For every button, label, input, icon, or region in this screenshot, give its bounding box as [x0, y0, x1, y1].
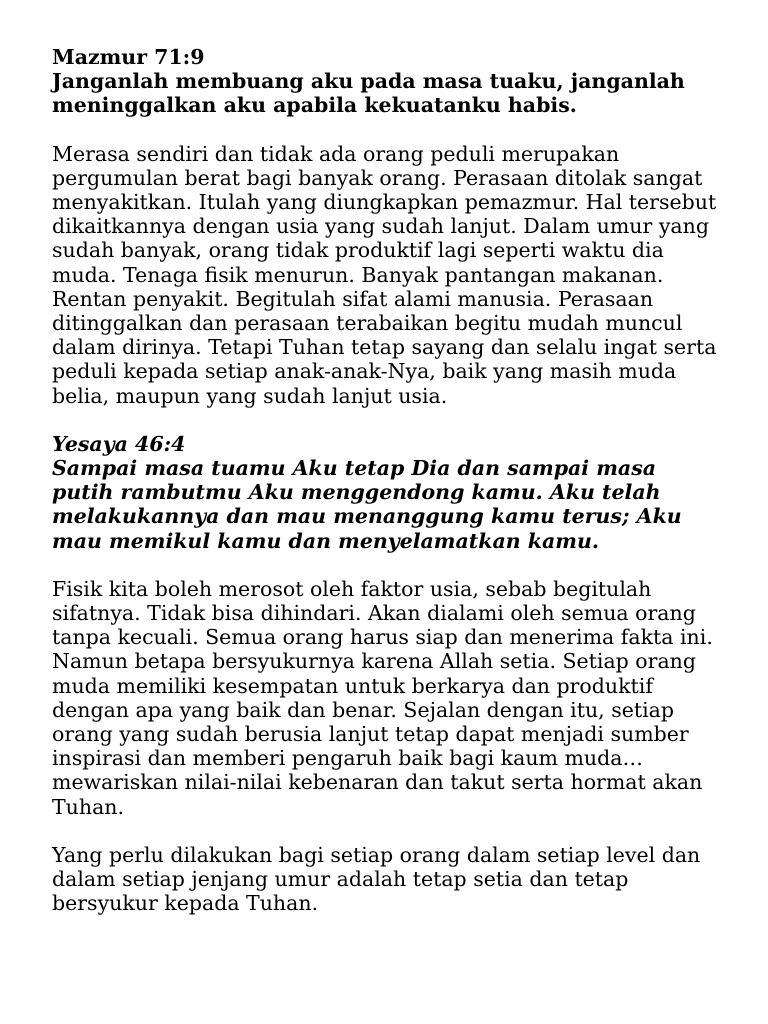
devotional-page — [52, 45, 722, 940]
paragraph-block — [52, 577, 722, 819]
verse-text: Janganlah membuang aku pada masa tuaku, janganlah meninggalkan aku apabila kekuatanku habis. — [52, 69, 685, 118]
paragraph-block — [52, 142, 722, 408]
verse-text: Sampai masa tuamu Aku tetap Dia dan sampai masa putih rambutmu Aku menggendong kamu. Aku telah melakukannya dan mau menanggung kamu terus; Aku mau memikul kamu dan menyelamatkan kamu. — [52, 456, 682, 553]
verse-reference: Mazmur 71:9 — [52, 45, 205, 69]
verse-reference: Yesaya 46:4 — [52, 431, 186, 456]
body-paragraph: Fisik kita boleh merosot oleh faktor usia, sebab begitulah sifatnya. Tidak bisa dihindari. Akan dialami oleh semua orang tanpa kecuali. Semua orang harus siap dan menerima fakta ini. Namun betapa bersyukurnya karena Allah setia. Setiap orang muda memiliki kesempatan untuk berkarya dan produktif dengan apa yang baik dan benar. Sejalan dengan itu, setiap orang yang sudah berusia lanjut tetap dapat menjadi sumber inspirasi dan memberi pengaruh baik bagi kaum muda… mewariskan nilai-nilai kebenaran dan takut serta hormat akan Tuhan. — [52, 576, 713, 819]
paragraph-block — [52, 843, 722, 916]
body-paragraph: Yang perlu dilakukan bagi setiap orang dalam setiap level dan dalam setiap jenjang umur adalah tetap setia dan tetap bersyukur kepada Tuhan. — [52, 842, 701, 916]
verse-block-psalm — [52, 45, 722, 118]
verse-block-isaiah — [52, 432, 722, 553]
body-paragraph: Merasa sendiri dan tidak ada orang peduli merupakan pergumulan berat bagi banyak orang. Perasaan ditolak sangat menyakitkan. Itulah yang diungkapkan pemazmur. Hal tersebut dikaitkannya dengan usia yang sudah lanjut. Dalam umur yang sudah banyak, orang tidak produktif lagi seperti waktu dia muda. Tenaga fisik menurun. Banyak pantangan makanan. Rentan penyakit. Begitulah sifat alami manusia. Perasaan ditinggalkan dan perasaan terabaikan begitu mudah muncul dalam dirinya. Tetapi Tuhan tetap sayang dan selalu ingat serta peduli kepada setiap anak-anak-Nya, baik yang masih muda belia, maupun yang sudah lanjut usia. — [52, 141, 717, 408]
